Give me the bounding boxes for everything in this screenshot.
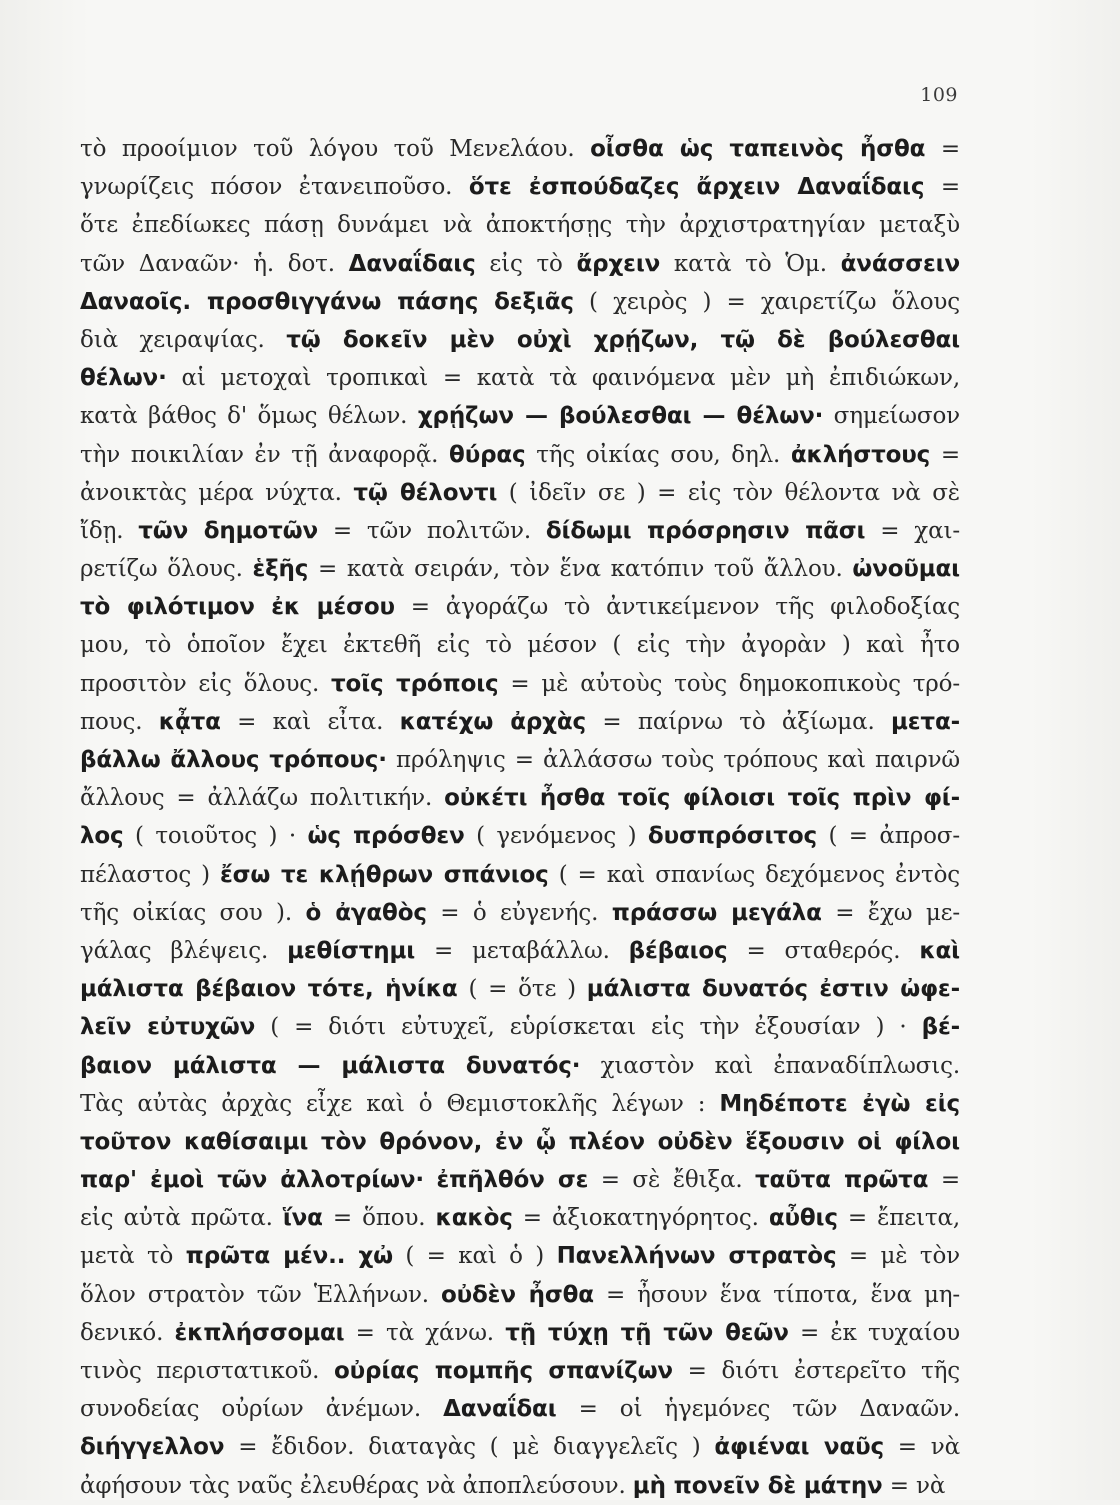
gloss: = διότι ἐστερεῖτο τῆς: [672, 1358, 960, 1384]
gloss: προσιτὸν εἰς ὅλους.: [80, 670, 332, 697]
lemma: βέβαιος: [628, 937, 728, 964]
lemma: τῷ θέλοντι: [353, 479, 498, 506]
gloss: πους.: [80, 708, 159, 735]
lemma: ἀκλήστους: [790, 441, 931, 468]
text-line: [80, 970, 960, 1008]
lemma: μεθίστημι: [287, 937, 416, 964]
lemma: οὐρίας πομπῆς σπανίζων: [334, 1358, 673, 1384]
lemma: ἔσω τε κλῄθρων σπάνιος: [219, 861, 549, 888]
gloss: ( = ὅτε ): [457, 976, 587, 1003]
lemma: οἶσθα ὡς ταπεινὸς ἦσθα: [590, 136, 926, 162]
lemma: τοῦτον καθίσαιμι τὸν θρόνον, ἐν ᾧ πλέον οὐδὲν ἕξουσιν οἱ φίλοι: [80, 1128, 960, 1155]
gloss: τῆς οἰκίας σου, δηλ.: [525, 441, 791, 468]
lemma: ὅτε ἐσπούδαζες ἄρχειν Δαναΐδαις: [468, 174, 925, 201]
lemma: δυσπρόσιτος: [647, 823, 817, 850]
lemma: πράσσω μεγάλα: [611, 899, 822, 926]
lemma: πρῶτα μέν.. χὠ: [185, 1243, 393, 1270]
gloss: ἀφήσουν τὰς ναῦς ἐλευθέρας νὰ ἀποπλεύσουν.: [80, 1472, 633, 1499]
gloss: ( γενόμενος ): [464, 823, 648, 850]
text-line: [80, 1199, 960, 1237]
text-line: [80, 1008, 960, 1046]
gloss: κατὰ βάθος δ' ὅμως θέλων.: [80, 403, 418, 430]
text-line: [80, 588, 960, 626]
gloss: = τὰ χάνω.: [344, 1319, 506, 1346]
gloss: τῆς οἰκίας σου ).: [80, 899, 306, 926]
gloss: χιαστὸν καὶ ἐπαναδίπλωσις.: [580, 1052, 960, 1079]
text-line: [80, 1047, 960, 1085]
lemma: ἐκπλήσσομαι: [174, 1319, 345, 1346]
lemma: παρ' ἐμοὶ τῶν ἀλλοτρίων·: [80, 1167, 425, 1194]
lemma: αὖθις: [768, 1205, 838, 1232]
text-line: [80, 206, 960, 244]
lemma: θύρας: [449, 441, 526, 468]
lemma: βαιον μάλιστα — μάλιστα δυνατός·: [80, 1052, 581, 1079]
gloss: ( τοιοῦτος ) ·: [123, 823, 308, 850]
lemma: λεῖν εὐτυχῶν: [80, 1014, 256, 1041]
text-line: [80, 817, 960, 855]
gloss: ρετίζω ὅλους.: [80, 556, 253, 583]
gloss: μετὰ τὸ: [80, 1243, 186, 1270]
lemma: κατέχω ἀρχὰς: [399, 708, 587, 735]
commentary-text: [80, 130, 960, 1505]
text-line: [80, 550, 960, 588]
gloss: = ἀξιοκατηγόρητος.: [512, 1205, 769, 1232]
gloss: διὰ χειραψίας.: [80, 326, 287, 353]
lemma: Μηδέποτε ἐγὼ εἰς: [719, 1090, 960, 1117]
lemma: ὡς πρόσθεν: [307, 823, 465, 850]
gloss: = χαι-: [865, 517, 960, 544]
gloss: γνωρίζεις πόσον ἐτανειποῦσο.: [80, 174, 469, 201]
lemma: τοῖς τρόποις: [331, 670, 499, 697]
text-line: [80, 245, 960, 283]
gloss: ( = καὶ ὁ ): [392, 1243, 557, 1270]
lemma: ἐπῆλθόν σε: [436, 1167, 589, 1194]
gloss: τῶν Δαναῶν· ἡ. δοτ.: [80, 250, 349, 277]
gloss: [424, 1167, 437, 1193]
gloss: αἱ μετοχαὶ τροπικαὶ = κατὰ τὰ φαινόμενα μὲν μὴ ἐπιδιώκων,: [166, 365, 960, 392]
gloss: = παίρνω τὸ ἀξίωμα.: [586, 708, 891, 735]
lemma: Πανελλήνων στρατὸς: [556, 1243, 837, 1270]
gloss: = μὲ αὐτοὺς τοὺς δημοκοπικοὺς τρό-: [498, 670, 960, 697]
gloss: μου, τὸ ὁποῖον ἔχει ἐκτεθῆ εἰς τὸ μέσον ( εἰς τὴν ἀγορὰν ) καὶ ἦτο: [80, 632, 960, 659]
lemma: μὴ πονεῖν δὲ μάτην: [632, 1472, 883, 1499]
text-line: [80, 1161, 960, 1199]
text-line: [80, 168, 960, 206]
text-line: [80, 932, 960, 970]
lemma: ἑξῆς: [252, 556, 309, 583]
text-line: [80, 741, 960, 779]
text-line: [80, 856, 960, 894]
gloss: =: [930, 441, 960, 468]
lemma: θέλων·: [80, 365, 167, 392]
lemma: διήγγελλον: [80, 1434, 225, 1461]
text-line: [80, 1314, 960, 1352]
lemma: λος: [80, 823, 124, 850]
gloss: ὅλον στρατὸν τῶν Ἑλλήνων.: [80, 1281, 441, 1308]
text-line: [80, 474, 960, 512]
gloss: γάλας βλέψεις.: [80, 937, 288, 964]
text-line: [80, 359, 960, 397]
gloss: εἰς αὐτὰ πρῶτα.: [80, 1205, 283, 1232]
lemma: ἀφιέναι ναῦς: [714, 1434, 884, 1461]
lemma: καὶ: [919, 937, 960, 964]
gloss: = μὲ τὸν: [836, 1243, 960, 1270]
lemma: τῶν δημοτῶν: [138, 517, 318, 544]
lemma: τῷ δοκεῖν μὲν οὐχὶ χρῄζων, τῷ δὲ βούλεσθαι: [286, 326, 960, 353]
page-number: 109: [920, 84, 958, 106]
gloss: ὅτε ἐπεδίωκες πάσῃ δυνάμει νὰ ἀποκτήσῃς τὴν ἀρχιστρατηγίαν μεταξὺ: [80, 212, 960, 239]
gloss: κατὰ τὸ Ὁμ.: [660, 250, 841, 277]
text-line: [80, 1352, 960, 1390]
text-line: [80, 626, 960, 664]
text-line: [80, 397, 960, 435]
lemma: κακὸς: [435, 1205, 513, 1232]
gloss: τὴν ποικιλίαν ἐν τῇ ἀναφορᾷ.: [80, 441, 450, 468]
gloss: ἀνοικτὰς μέρα νύχτα.: [80, 479, 354, 506]
lemma: ἵνα: [282, 1205, 323, 1232]
lemma: κᾆτα: [158, 708, 221, 735]
text-line: [80, 1276, 960, 1314]
lemma: οὐδὲν ἦσθα: [441, 1281, 594, 1308]
text-line: [80, 436, 960, 474]
gloss: ἴδῃ.: [80, 517, 139, 544]
lemma: ὠνοῦμαι: [852, 556, 960, 583]
gloss: = νὰ: [883, 1434, 960, 1461]
text-line: [80, 1085, 960, 1123]
text-line: [80, 130, 960, 168]
text-line: [80, 894, 960, 932]
gloss: =: [925, 136, 960, 162]
lemma: τὸ φιλότιμον ἐκ μέσου: [80, 594, 395, 621]
gloss: ( χειρὸς ) = χαιρετίζω ὅλους: [573, 288, 960, 315]
gloss: ἄλλους = ἀλλάζω πολιτικήν.: [80, 785, 445, 812]
gloss: =: [924, 174, 960, 201]
gloss: = ὁ εὐγενής.: [426, 899, 612, 926]
gloss: = ἀγοράζω τὸ ἀντικείμενον τῆς φιλοδοξίας: [394, 594, 960, 621]
gloss: = ἔδιδον. διαταγὰς ( μὲ διαγγελεῖς ): [224, 1434, 715, 1461]
gloss: ( = καὶ σπανίως δεχόμενος ἐντὸς: [548, 861, 960, 888]
lemma: βάλλω ἄλλους τρόπους·: [80, 747, 387, 773]
gloss: σημείωσον: [823, 403, 960, 430]
gloss: = ἦσουν ἕνα τίποτα, ἕνα μη-: [593, 1281, 960, 1308]
text-line: [80, 779, 960, 817]
text-line: [80, 283, 960, 321]
gloss: = ἐκ τυχαίου: [788, 1319, 960, 1346]
gloss: ( = ἀπροσ-: [816, 823, 960, 850]
text-line: [80, 665, 960, 703]
gloss: πρόληψις = ἀλλάσσω τοὺς τρόπους καὶ παιρνῶ: [386, 747, 960, 773]
text-line: [80, 703, 960, 741]
lemma: ταῦτα πρῶτα: [755, 1167, 929, 1194]
lemma: Δαναΐδαις: [348, 250, 476, 277]
gloss: Τὰς αὐτὰς ἀρχὰς εἶχε καὶ ὁ Θεμιστοκλῆς λέγων :: [80, 1090, 720, 1117]
lemma: Δαναΐδαι: [443, 1396, 557, 1423]
gloss: = νὰ: [882, 1472, 946, 1499]
lemma: δίδωμι πρόσρησιν πᾶσι: [545, 517, 866, 544]
gloss: = ἔχω με-: [821, 899, 960, 926]
lemma: μάλιστα δυνατός ἐστιν ὠφε-: [586, 976, 960, 1003]
lemma: ἄρχειν: [576, 250, 661, 277]
gloss: = σταθερός.: [727, 937, 920, 964]
gloss: = ὅπου.: [322, 1205, 436, 1232]
text-line: [80, 512, 960, 550]
gloss: πέλαστος ): [80, 861, 220, 888]
gloss: = καὶ εἶτα.: [220, 708, 400, 735]
lemma: μάλιστα βέβαιον τότε, ἡνίκα: [80, 976, 458, 1003]
text-line: [80, 1467, 960, 1505]
gloss: = κατὰ σειράν, τὸν ἕνα κατόπιν τοῦ ἄλλου.: [308, 556, 853, 583]
lemma: χρῄζων — βούλεσθαι — θέλων·: [417, 403, 824, 430]
lemma: βέ-: [921, 1014, 960, 1041]
lemma: ἀνάσσειν: [840, 250, 960, 277]
lemma: οὐκέτι ἦσθα τοῖς φίλοισι τοῖς πρὶν φί-: [444, 785, 960, 812]
gloss: δενικό.: [80, 1319, 175, 1346]
gloss: συνοδείας οὐρίων ἀνέμων.: [80, 1396, 444, 1423]
gloss: =: [928, 1167, 960, 1194]
text-line: [80, 321, 960, 359]
lemma: μετα-: [890, 708, 960, 735]
text-line: [80, 1390, 960, 1428]
lemma: τῇ τύχῃ τῇ τῶν θεῶν: [505, 1319, 789, 1346]
gloss: = μεταβάλλω.: [415, 937, 629, 964]
text-line: [80, 1123, 960, 1161]
gloss: = τῶν πολιτῶν.: [317, 517, 546, 544]
gloss: = οἱ ἡγεμόνες τῶν Δαναῶν.: [556, 1396, 960, 1423]
text-line: [80, 1237, 960, 1275]
gloss: ( = διότι εὐτυχεῖ, εὑρίσκεται εἰς τὴν ἐξουσίαν ) ·: [255, 1014, 922, 1041]
gloss: = σὲ ἔθιξα.: [588, 1167, 756, 1194]
gloss: = ἔπειτα,: [837, 1205, 960, 1232]
text-line: [80, 1428, 960, 1466]
gloss: τὸ προοίμιον τοῦ λόγου τοῦ Μενελάου.: [80, 136, 591, 162]
lemma: ὁ ἀγαθὸς: [305, 899, 427, 926]
lemma: Δαναοῖς. προσθιγγάνω πάσης δεξιᾶς: [80, 288, 574, 315]
gloss: εἰς τὸ: [475, 250, 577, 277]
gloss: ( ἰδεῖν σε ) = εἰς τὸν θέλοντα νὰ σὲ: [497, 479, 960, 506]
gloss: τινὸς περιστατικοῦ.: [80, 1358, 334, 1384]
